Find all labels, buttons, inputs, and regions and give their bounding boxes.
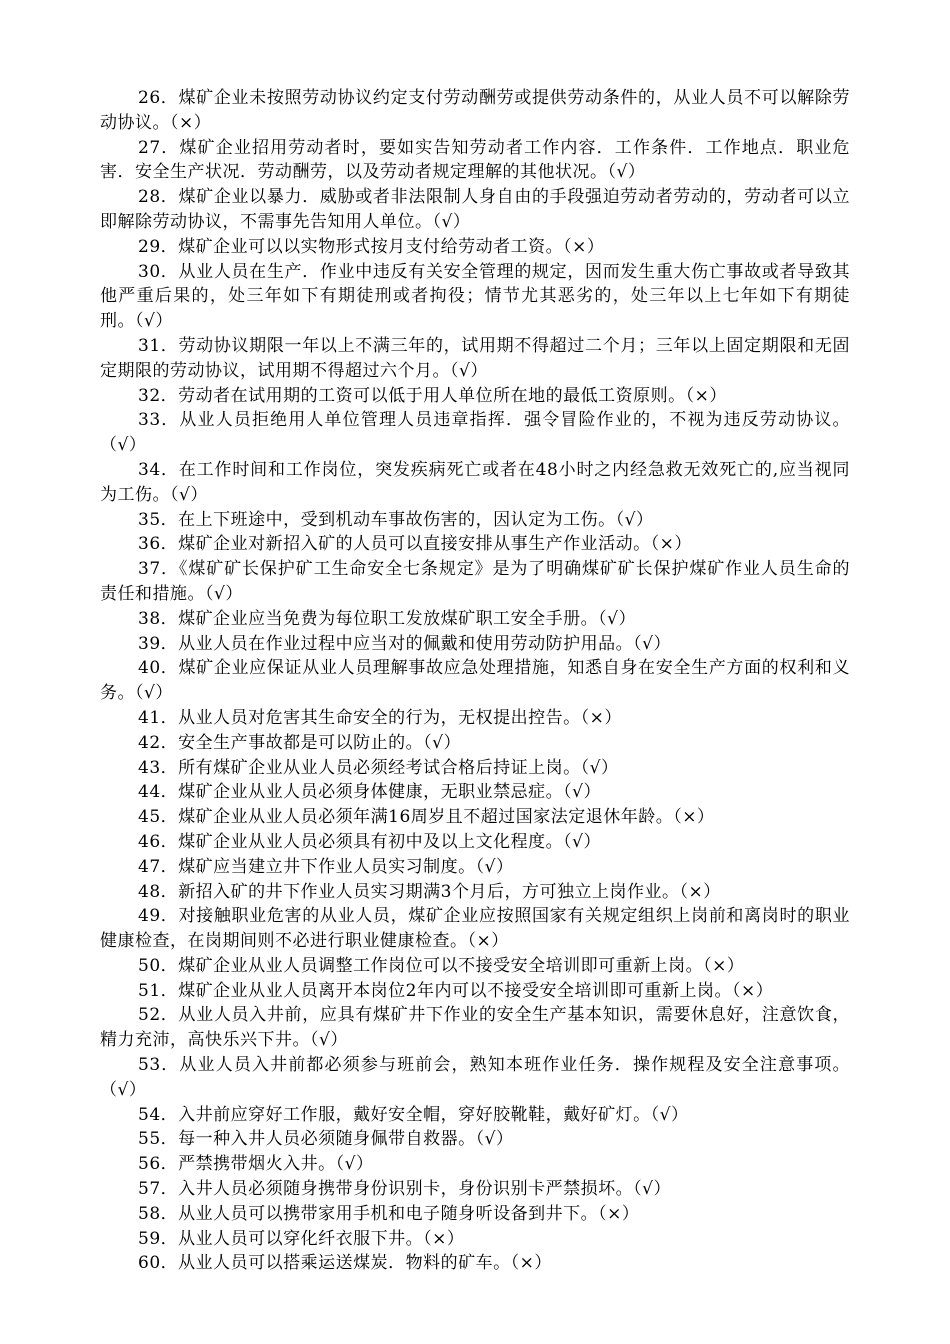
question-30: 30．从业人员在生产．作业中违反有关安全管理的规定，因而发生重大伤亡事故或者导致其他严重后果的，处三年如下有期徒刑或者拘役；情节尤其恶劣的，处三年以上七年如下有期徒刑。（√） [100, 261, 850, 332]
question-45: 45．煤矿企业从业人员必须年满16周岁且不超过国家法定退休年龄。（×） [138, 807, 715, 828]
question-36: 36．煤矿企业对新招入矿的人员可以直接安排从事生产作业活动。（×） [138, 534, 692, 555]
question-51: 51．煤矿企业从业人员离开本岗位2年内可以不接受安全培训即可重新上岗。（×） [138, 980, 774, 1001]
question-31: 31．劳动协议期限一年以上不满三年的，试用期不得超过二个月；三年以上固定期限和无固定期限的劳动协议，试用期不得超过六个月。（√） [100, 335, 850, 381]
question-42: 42．安全生产事故都是可以防止的。（√） [138, 732, 461, 753]
question-52: 52．从业人员入井前，应具有煤矿井下作业的安全生产基本知识，需要休息好，注意饮食，精力充沛，高快乐兴下井。（√） [100, 1005, 850, 1051]
document-body [100, 86, 850, 1276]
question-29: 29．煤矿企业可以以实物形式按月支付给劳动者工资。（×） [138, 236, 605, 257]
question-34: 34．在工作时间和工作岗位，突发疾病死亡或者在48小时之内经急救无效死亡的,应当视同为工伤。（√） [100, 459, 850, 505]
question-41: 41．从业人员对危害其生命安全的行为，无权提出控告。（×） [138, 707, 622, 728]
question-26: 26．煤矿企业未按照劳动协议约定支付劳动酬劳或提供劳动条件的，从业人员不可以解除劳动协议。（×） [100, 88, 850, 133]
question-57: 57．入井人员必须随身携带身份识别卡，身份识别卡严禁损坏。（√） [138, 1179, 671, 1200]
question-46: 46．煤矿企业从业人员必须具有初中及以上文化程度。（√） [138, 831, 601, 852]
question-47: 47．煤矿应当建立井下作业人员实习制度。（√） [138, 856, 514, 877]
question-35: 35．在上下班途中，受到机动车事故伤害的，因认定为工伤。（√） [138, 509, 654, 530]
question-40: 40．煤矿企业应保证从业人员理解事故应急处理措施，知悉自身在安全生产方面的权利和义务。（√） [100, 658, 850, 704]
question-32: 32．劳动者在试用期的工资可以低于用人单位所在地的最低工资原则。（×） [138, 385, 727, 406]
question-44: 44．煤矿企业从业人员必须身体健康，无职业禁忌症。（√） [138, 782, 601, 803]
question-59: 59．从业人员可以穿化纤衣服下井。（×） [138, 1228, 465, 1249]
question-54: 54．入井前应穿好工作服，戴好安全帽，穿好胶靴鞋，戴好矿灯。（√） [138, 1104, 689, 1125]
question-33: 33．从业人员拒绝用人单位管理人员违章指挥．强令冒险作业的，不视为违反劳动协议。（√） [100, 410, 850, 456]
question-48: 48．新招入矿的井下作业人员实习期满3个月后，方可独立上岗作业。（×） [138, 881, 721, 902]
question-49: 49．对接触职业危害的从业人员，煤矿企业应按照国家有关规定组织上岗前和离岗时的职业健康检查，在岗期间则不必进行职业健康检查。（×） [100, 906, 850, 952]
question-28: 28．煤矿企业以暴力．威胁或者非法限制人身自由的手段强迫劳动者劳动的，劳动者可以立即解除劳动协议，不需事先告知用人单位。（√） [100, 187, 850, 232]
question-43: 43．所有煤矿企业从业人员必须经考试合格后持证上岗。（√） [138, 757, 619, 778]
question-53: 53．从业人员入井前都必须参与班前会，熟知本班作业任务．操作规程及安全注意事项。（√） [100, 1055, 850, 1100]
question-38: 38．煤矿企业应当免费为每位职工发放煤矿职工安全手册。（√） [138, 608, 636, 629]
question-56: 56．严禁携带烟火入井。（√） [138, 1154, 374, 1175]
question-55: 55．每一种入井人员必须随身佩带自救器。（√） [138, 1129, 514, 1150]
question-27: 27．煤矿企业招用劳动者时，要如实告知劳动者工作内容．工作条件．工作地点．职业危害．安全生产状况．劳动酬劳，以及劳动者规定理解的其他状况。（√） [100, 137, 850, 183]
question-39: 39．从业人员在作业过程中应当对的佩戴和使用劳动防护用品。（√） [138, 633, 671, 654]
question-58: 58．从业人员可以携带家用手机和电子随身听设备到井下。（×） [138, 1203, 640, 1224]
question-60: 60．从业人员可以搭乘运送煤炭．物料的矿车。（×） [138, 1253, 552, 1274]
question-37: 37．《煤矿矿长保护矿工生命安全七条规定》是为了明确煤矿矿长保护煤矿作业人员生命的责任和措施。（√） [100, 559, 850, 604]
question-50: 50．煤矿企业从业人员调整工作岗位可以不接受安全培训即可重新上岗。（×） [138, 955, 745, 976]
